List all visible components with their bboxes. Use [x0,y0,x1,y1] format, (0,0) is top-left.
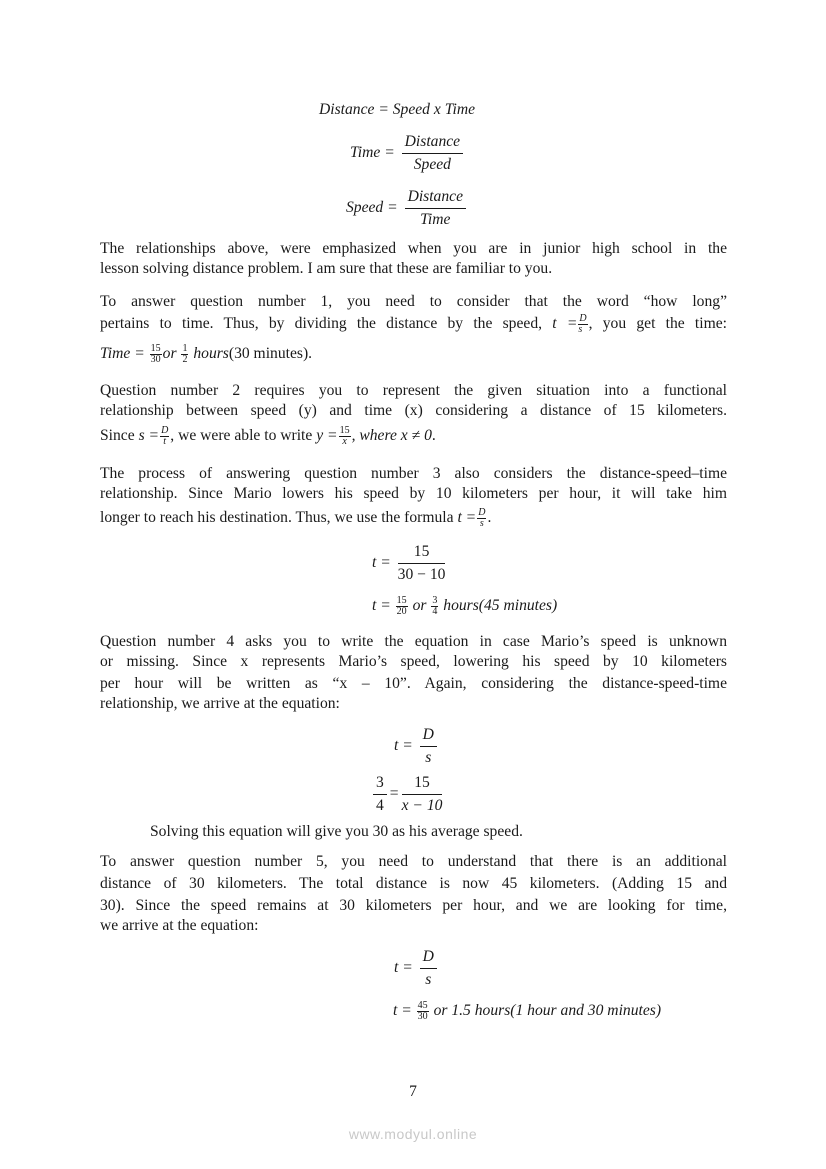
fraction [339,426,351,447]
text: pertains to time. Thus, by dividing the distance by the speed, [100,315,543,333]
math: , where x ≠ 0 [351,427,432,445]
paragraph-line: or missing. Since x represents Mario’s speed, lowering his speed by 10 kilometers [100,653,727,670]
math: t = [394,959,413,977]
watermark: www.modyul.online [348,1126,478,1142]
fraction [420,724,437,769]
fraction [431,596,438,617]
paragraph-line: Question number 2 requires you to represent the given situation into a functional [100,382,727,399]
fraction [373,772,387,817]
math: t = [457,509,477,527]
math: t = [552,315,578,333]
paragraph-line: per hour will be written as “x – 10”. Again, considering the distance-speed-time [100,675,727,692]
equation [372,595,557,617]
equation [394,946,440,991]
fraction [405,186,466,231]
numerator: D [420,946,437,969]
numerator: D [161,425,169,436]
numerator: D [579,313,587,324]
paragraph-line: relationship. Since Mario lowers his speed by 10 kilometers per hour, it will take him [100,485,727,502]
page-number: 7 [409,1083,417,1100]
math: hours(1 hour and 30 minutes) [474,1002,662,1019]
numerator: 3 [373,772,387,795]
paragraph-line: we arrive at the equation: [100,917,259,934]
fraction [160,426,169,447]
math: = [389,785,399,803]
numerator: 15 [402,772,443,795]
denominator: 30 [150,354,161,365]
denominator: 20 [396,605,407,617]
formula-distance: Distance = Speed x Time [319,101,476,118]
paragraph-line [100,426,727,447]
numerator: 15 [396,594,407,606]
math: or [162,345,177,363]
fraction [417,1001,429,1022]
formula-lhs: Speed = [346,199,398,217]
text: . [487,509,492,527]
fraction [402,772,443,817]
fraction [402,131,463,176]
denominator: Time [420,211,451,228]
paragraph-line: To answer question number 5, you need to understand that there is an additional [100,853,727,870]
numerator: D [478,507,486,518]
numerator: 15 [398,541,446,564]
denominator: 4 [376,797,384,814]
text: , we were able to write [170,427,313,445]
paragraph-line: To answer question number 1, you need to consider that the word “how long” [100,293,727,310]
numerator: Distance [405,186,466,209]
paragraph-line [100,314,727,335]
numerator: 45 [417,999,428,1011]
text: (30 minutes). [228,345,313,363]
numerator: 15 [339,425,350,436]
paragraph-line [100,508,727,529]
text: longer to reach his destination. Thus, we use the formula [100,509,454,527]
denominator: s [425,971,432,988]
math: s = [138,427,160,445]
paragraph-line [100,344,727,365]
numerator: D [420,724,437,747]
math: t = [394,737,413,755]
numerator: 15 [150,343,161,354]
fraction [181,344,188,365]
math: t = [372,554,391,572]
denominator: x [342,436,347,447]
equation [394,724,440,769]
paragraph-line: The relationships above, were emphasized when you are in junior high school in the [100,240,727,257]
fraction [150,344,162,365]
numerator: Distance [402,131,463,154]
numerator: 1 [182,343,188,354]
fraction [477,508,486,529]
equation [372,541,448,586]
text: . [431,427,436,445]
math: hours(45 minutes) [443,597,558,614]
denominator: 30 [417,1010,428,1022]
denominator: s [578,324,583,335]
math: t = [393,1002,412,1019]
fraction [578,314,587,335]
denominator: s [479,518,484,529]
math: or [412,597,427,614]
denominator: 30 − 10 [397,566,446,583]
paragraph-line: lesson solving distance problem. I am sure that these are familiar to you. [100,260,553,277]
text: , you get the time: [588,315,727,333]
formula-lhs: Time = [350,144,395,162]
paragraph-line: relationship between speed (y) and time (x) considering a distance of 15 kilometers. [100,402,727,419]
paragraph-line: 30). Since the speed remains at 30 kilometers per hour, and we are looking for time, [100,897,727,914]
math: t = [372,597,391,614]
denominator: 4 [432,605,438,617]
denominator: Speed [413,156,451,173]
fraction [396,596,408,617]
fraction [420,946,437,991]
equation [370,772,445,817]
denominator: t [163,436,167,447]
paragraph-line: The process of answering question number 3 also considers the distance-speed–time [100,465,727,482]
math: hours [193,345,229,363]
paragraph-line: distance of 30 kilometers. The total distance is now 45 kilometers. (Adding 15 and [100,875,727,892]
equation [393,1000,661,1022]
math: or 1.5 [433,1002,471,1019]
denominator: 2 [182,354,188,365]
fraction [398,541,446,586]
formula-speed [346,186,469,231]
paragraph-line: relationship, we arrive at the equation: [100,695,340,712]
denominator: s [425,749,432,766]
paragraph-line: Question number 4 asks you to write the equation in case Mario’s speed is unknown [100,633,727,650]
formula-time [350,131,466,176]
denominator: x − 10 [401,797,443,814]
numerator: 3 [432,594,438,606]
math: y = [316,427,338,445]
paragraph-line: Solving this equation will give you 30 as his average speed. [150,823,523,840]
math: Time = [100,345,145,363]
text: Since [100,427,135,445]
